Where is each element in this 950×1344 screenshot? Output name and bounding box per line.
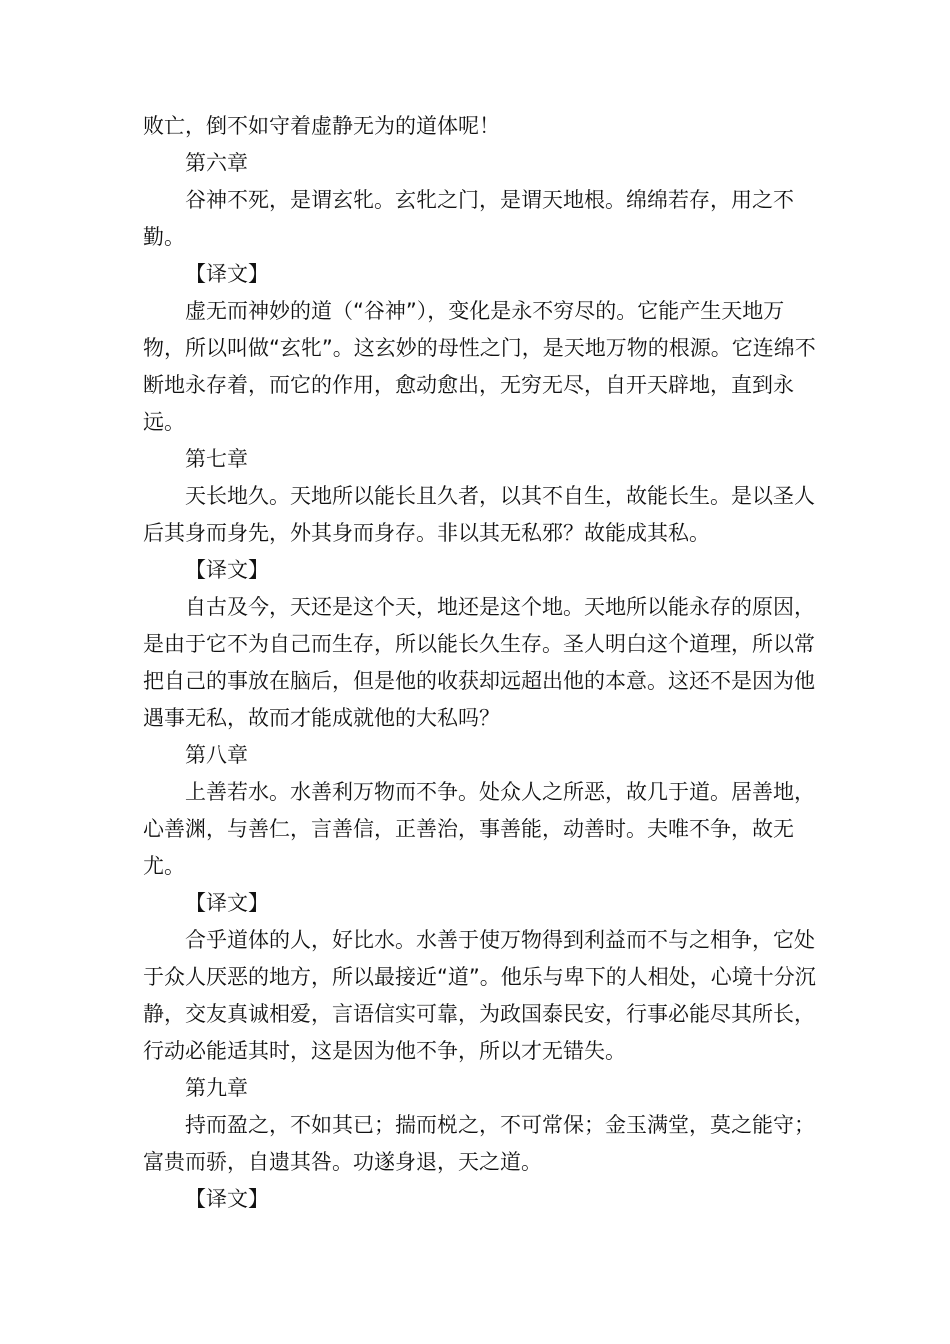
chapter-8-translation: 合乎道体的人，好比水。水善于使万物得到利益而不与之相争，它处于众人厌恶的地方，所以最接近“道”。他乐与卑下的人相处，心境十分沉静，交友真诚相爱，言语信实可靠，为政国泰民安，行事必能尽其所长，行动必能适其时，这是因为他不争，所以才无错失。 <box>143 928 816 1063</box>
chapter-6-original: 谷神不死，是谓玄牝。玄牝之门，是谓天地根。绵绵若存，用之不勤。 <box>143 188 794 249</box>
chapter-8-original: 上善若水。水善利万物而不争。处众人之所恶，故几于道。居善地，心善渊，与善仁，言善信，正善治，事善能，动善时。夫唯不争，故无尤。 <box>143 780 815 878</box>
chapter-7-original: 天长地久。天地所以能长且久者，以其不自生，故能长生。是以圣人后其身而身先，外其身而身存。非以其无私邪？故能成其私。 <box>143 484 815 545</box>
chapter-6-translation: 虚无而神妙的道（“谷神”），变化是永不穷尽的。它能产生天地万物，所以叫做“玄牝”。这玄妙的母性之门，是天地万物的根源。它连绵不断地永存着，而它的作用，愈动愈出，无穷无尽，自开天辟地，直到永远。 <box>143 299 816 434</box>
paragraph-continuation: 败亡，倒不如守着虚静无为的道体呢！ <box>143 114 500 138</box>
translation-label: 【译文】 <box>185 891 269 915</box>
translation-label: 【译文】 <box>185 262 269 286</box>
chapter-heading-8: 第八章 <box>185 743 248 767</box>
chapter-heading-7: 第七章 <box>185 447 248 471</box>
translation-label: 【译文】 <box>185 1187 269 1211</box>
chapter-7-translation: 自古及今，天还是这个天，地还是这个地。天地所以能永存的原因，是由于它不为自己而生存，所以能长久生存。圣人明白这个道理，所以常把自己的事放在脑后，但是他的收获却远超出他的本意。这还不是因为他遇事无私，故而才能成就他的大私吗？ <box>143 595 815 730</box>
chapter-heading-9: 第九章 <box>185 1076 248 1100</box>
chapter-heading-6: 第六章 <box>185 151 248 175</box>
document-page <box>143 108 823 1218</box>
chapter-9-original: 持而盈之，不如其已；揣而棁之，不可常保；金玉满堂，莫之能守；富贵而骄，自遗其咎。功遂身退，天之道。 <box>143 1113 815 1174</box>
translation-label: 【译文】 <box>185 558 269 582</box>
